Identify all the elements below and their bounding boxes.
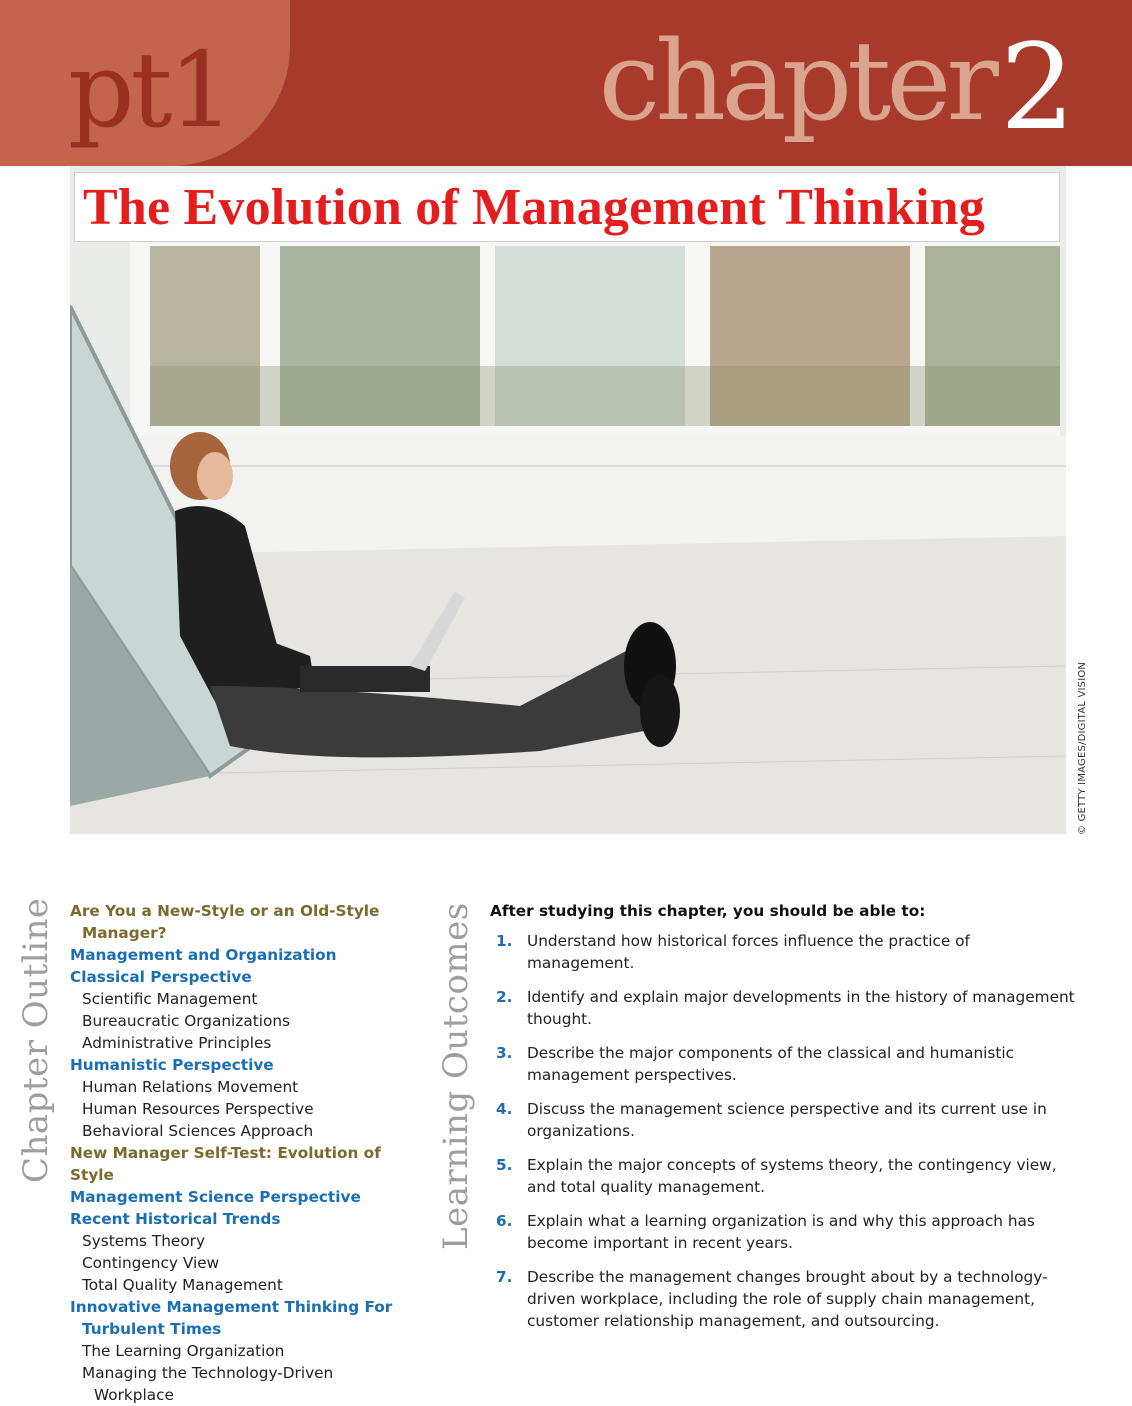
chapter-title: The Evolution of Management Thinking	[83, 179, 985, 236]
outcome-item	[496, 1266, 1076, 1332]
outcome-item	[496, 930, 1076, 974]
outcomes-intro: After studying this chapter, you should be able to:	[490, 902, 926, 920]
chapter-outline-list	[70, 900, 410, 1406]
outcome-number: 6.	[496, 1212, 513, 1230]
outline-item[interactable]: Are You a New-Style or an Old-Style	[70, 902, 380, 920]
outline-item[interactable]: Humanistic Perspective	[70, 1056, 274, 1074]
outcome-item	[496, 1210, 1076, 1254]
outline-item[interactable]: Turbulent Times	[82, 1320, 222, 1338]
outline-item[interactable]: Workplace	[94, 1386, 174, 1404]
outcome-text: Describe the major components of the classical and humanistic management perspectives.	[527, 1044, 1015, 1084]
outcome-number: 2.	[496, 988, 513, 1006]
photo-illustration	[70, 166, 1066, 834]
outline-item[interactable]: Innovative Management Thinking For	[70, 1298, 393, 1316]
outcome-item	[496, 1042, 1076, 1086]
outline-item[interactable]: Recent Historical Trends	[70, 1210, 281, 1228]
title-box	[74, 172, 1060, 242]
outline-item[interactable]: Systems Theory	[82, 1232, 206, 1250]
outline-item[interactable]: Manager?	[82, 924, 167, 942]
outline-item[interactable]: The Learning Organization	[82, 1342, 285, 1360]
part-label: pt1	[68, 29, 231, 151]
outline-item[interactable]: Managing the Technology-Driven	[82, 1364, 334, 1382]
outline-item[interactable]: Human Resources Perspective	[82, 1100, 314, 1118]
outline-item[interactable]: Classical Perspective	[70, 968, 252, 986]
outline-item[interactable]: Human Relations Movement	[82, 1078, 299, 1096]
outcome-number: 7.	[496, 1268, 513, 1286]
outcome-text: Explain what a learning organization is and why this approach has become important in recent years.	[527, 1212, 1035, 1252]
outline-item[interactable]: Behavioral Sciences Approach	[82, 1122, 314, 1140]
outline-item[interactable]: New Manager Self-Test: Evolution of Style	[70, 1144, 381, 1184]
outcome-text: Discuss the management science perspective and its current use in organizations.	[527, 1100, 1047, 1140]
outline-item[interactable]: Contingency View	[82, 1254, 220, 1272]
outcome-number: 4.	[496, 1100, 513, 1118]
learning-outcomes-label: Learning Outcomes	[436, 902, 476, 1250]
outline-item[interactable]: Scientific Management	[82, 990, 258, 1008]
outcome-item	[496, 986, 1076, 1030]
outcome-number: 3.	[496, 1044, 513, 1062]
photo-credit: © GETTY IMAGES/DIGITAL VISION	[1077, 661, 1088, 835]
chapter-number: 2	[1000, 18, 1076, 156]
chapter-word: chapter	[598, 17, 994, 145]
chapter-outline-label: Chapter Outline	[16, 897, 56, 1183]
outcome-text: Understand how historical forces influence the practice of management.	[527, 932, 970, 972]
outline-item[interactable]: Administrative Principles	[82, 1034, 272, 1052]
outline-item[interactable]: Total Quality Management	[82, 1276, 283, 1294]
learning-outcomes-list	[496, 930, 1076, 1344]
outline-item[interactable]: Bureaucratic Organizations	[82, 1012, 290, 1030]
outcome-text: Explain the major concepts of systems theory, the contingency view, and total quality management.	[527, 1156, 1057, 1196]
chapter-photo	[70, 166, 1066, 834]
outline-item[interactable]: Management and Organization	[70, 946, 337, 964]
outcome-item	[496, 1098, 1076, 1142]
outcome-number: 1.	[496, 932, 513, 950]
outcome-item	[496, 1154, 1076, 1198]
outcome-text: Identify and explain major developments in the history of management thought.	[527, 988, 1075, 1028]
outcome-number: 5.	[496, 1156, 513, 1174]
outcome-text: Describe the management changes brought about by a technology-driven workplace, including the role of supply chain management, customer relationship management, and outsourcing.	[527, 1268, 1048, 1330]
outline-item[interactable]: Management Science Perspective	[70, 1188, 361, 1206]
